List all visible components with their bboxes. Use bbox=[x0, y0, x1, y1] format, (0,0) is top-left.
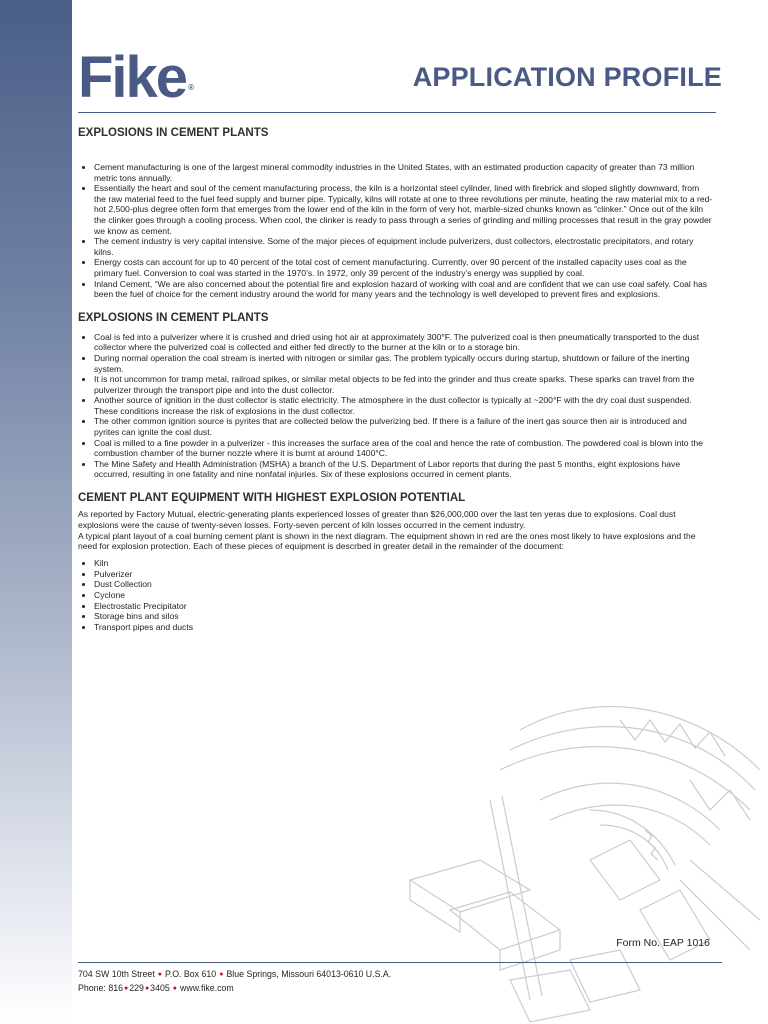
footer bbox=[78, 968, 391, 995]
list-item: • Essentially the heart and soul of the cement manufacturing process, the kiln is a horizontal steel cylinder, lined with firebrick and sloped slightly downward, from the raw material feed to the fuel feed supply and burner pipe. Typically, kilns will rotate at one to three revolutions per minute, heating the raw material mix to a red-hot 2,500-plus degree often form that emerges from the lower end of the kiln in the form of very hot, marble-sized chunks known as “clinker.” Once out of the kiln the clinker goes through a cooling process. When cool, the clinker is ready to pass through a series of grinding and milling processes that result in the gray powder we know as cement. bbox=[94, 183, 713, 236]
list-item: • Transport pipes and ducts bbox=[94, 622, 713, 633]
list-item: • Coal is milled to a fine powder in a pulverizer - this increases the surface area of the coal and hence the rate of combustion. The powdered coal is blown into the combustion chamber of the burner nozzle where it is burnt at around 1400°C. bbox=[94, 438, 713, 459]
list-item: • Energy costs can account for up to 40 percent of the total cost of cement manufacturing. Currently, over 90 percent of the installed capacity uses coal as the primary fuel. Conversion to coal was started in the 1970’s. In 1972, only 39 percent of the industry’s energy was supplied by coal. bbox=[94, 257, 713, 278]
paragraph: A typical plant layout of a coal burning cement plant is shown in the next diagram. The equipment shown in red are the ones most likely to have explosions and the need for explosion protection. Each of these pieces of equipment is descrbed in greater detail in the remainder of the document: bbox=[78, 530, 696, 552]
list-item: • Coal is fed into a pulverizer where it is crushed and dried using hot air at approximately 300°F. The pulverized coal is then pneumatically transported to the dust collector where the pulverized coal is collected and either fed directly to the burner at the kiln or to a storage bin. bbox=[94, 332, 713, 353]
red-dot-icon: ● bbox=[172, 984, 177, 992]
street-address: 704 SW 10th Street bbox=[78, 969, 155, 979]
section2-bullet-list bbox=[78, 332, 713, 480]
list-item: • Storage bins and silos bbox=[94, 611, 713, 622]
phone-line: 3405 bbox=[150, 982, 170, 993]
background-kiln-illustration bbox=[390, 660, 768, 1024]
list-item: • The Mine Safety and Health Administration (MSHA) a branch of the U.S. Department of Labor reports that during the past 5 months, eight explosions have occurred, resulting in one fatality and nine nonfatal injuries. Six of these explosions occurred in cement plants. bbox=[94, 459, 713, 480]
footer-address bbox=[78, 968, 391, 982]
main-content bbox=[78, 124, 713, 632]
list-item: • Another source of ignition in the dust collector is static electricity. The atmosphere in the dust collector is typically at ~200°F with the dry coal dust suspended. These conditions increase the risk of explosions in the dust collector. bbox=[94, 395, 713, 416]
equipment-list bbox=[78, 558, 713, 632]
fike-logo: Fike ® bbox=[78, 45, 194, 110]
form-number: Form No. EAP 1016 bbox=[616, 937, 710, 949]
section3-text bbox=[78, 509, 713, 552]
footer-divider bbox=[78, 962, 722, 963]
city-state-zip: Blue Springs, Missouri 64013-0610 U.S.A. bbox=[226, 969, 392, 979]
footer-contact bbox=[78, 982, 391, 996]
list-item: • Cement manufacturing is one of the largest mineral commodity industries in the United States, with an estimated production capacity of greater than 73 million metric tons annually. bbox=[94, 162, 713, 183]
list-item: • Kiln bbox=[94, 558, 713, 569]
phone-exchange: 229 bbox=[129, 982, 144, 993]
list-item: • Electrostatic Precipitator bbox=[94, 601, 713, 612]
list-item: • Dust Collection bbox=[94, 579, 713, 590]
list-item: • Pulverizer bbox=[94, 569, 713, 580]
list-item: • During normal operation the coal stream is inerted with nitrogen or similar gas. The problem typically occurs during startup, shutdown or failure of the inerting system. bbox=[94, 353, 713, 374]
red-dot-icon: ● bbox=[144, 984, 150, 992]
red-dot-icon: ● bbox=[124, 984, 129, 992]
header-divider bbox=[78, 112, 716, 113]
section-title-explosions-2: EXPLOSIONS IN CEMENT PLANTS bbox=[78, 311, 269, 324]
list-item: • The cement industry is very capital intensive. Some of the major pieces of equipment include pulverizers, dust collectors, electrostatic precipitators, and rotary kilns. bbox=[94, 236, 713, 257]
paragraph: As reported by Factory Mutual, electric-generating plants experienced losses of greater than $26,000,000 over the last ten yeras due to explosions. Coal dust explosions were the cause of twenty-seven losses. Forty-seven percent of kiln losses occurred in the cement industry. bbox=[78, 509, 676, 530]
section1-bullet-list bbox=[78, 162, 713, 300]
po-box: P.O. Box 610 bbox=[165, 969, 217, 979]
section-title-explosions: EXPLOSIONS IN CEMENT PLANTS bbox=[78, 127, 269, 139]
list-item: • Cyclone bbox=[94, 590, 713, 601]
phone-prefix: Phone: 816 bbox=[78, 982, 124, 993]
website-link[interactable]: www.fike.com bbox=[179, 982, 234, 993]
red-dot-icon: ● bbox=[157, 971, 163, 978]
red-dot-icon: ● bbox=[219, 971, 224, 978]
list-item: • It is not uncommon for tramp metal, railroad spikes, or similar metal objects to be fed into the grinder and thus create sparks. These sparks can travel from the pulverizer through the transport pipe and into the dust collector. bbox=[94, 374, 713, 395]
section-title-equipment: CEMENT PLANT EQUIPMENT WITH HIGHEST EXPLOSION POTENTIAL bbox=[78, 492, 466, 505]
list-item: • The other common ignition source is pyrites that are collected below the pulverizing bed. If there is a failure of the inert gas source then air is introduced and pyrites can ignite the coal dust. bbox=[94, 416, 713, 437]
list-item: • Inland Cement, “We are also concerned about the potential fire and explosion hazard of working with coal and are confident that we can use coal safely. Coal has been the fuel of choice for the cement industry around the world for many years and the technology is well developed to prevent fires and explosions. bbox=[94, 279, 713, 300]
left-sidebar-gradient bbox=[0, 0, 72, 1024]
page-title: APPLICATION PROFILE bbox=[412, 62, 722, 92]
